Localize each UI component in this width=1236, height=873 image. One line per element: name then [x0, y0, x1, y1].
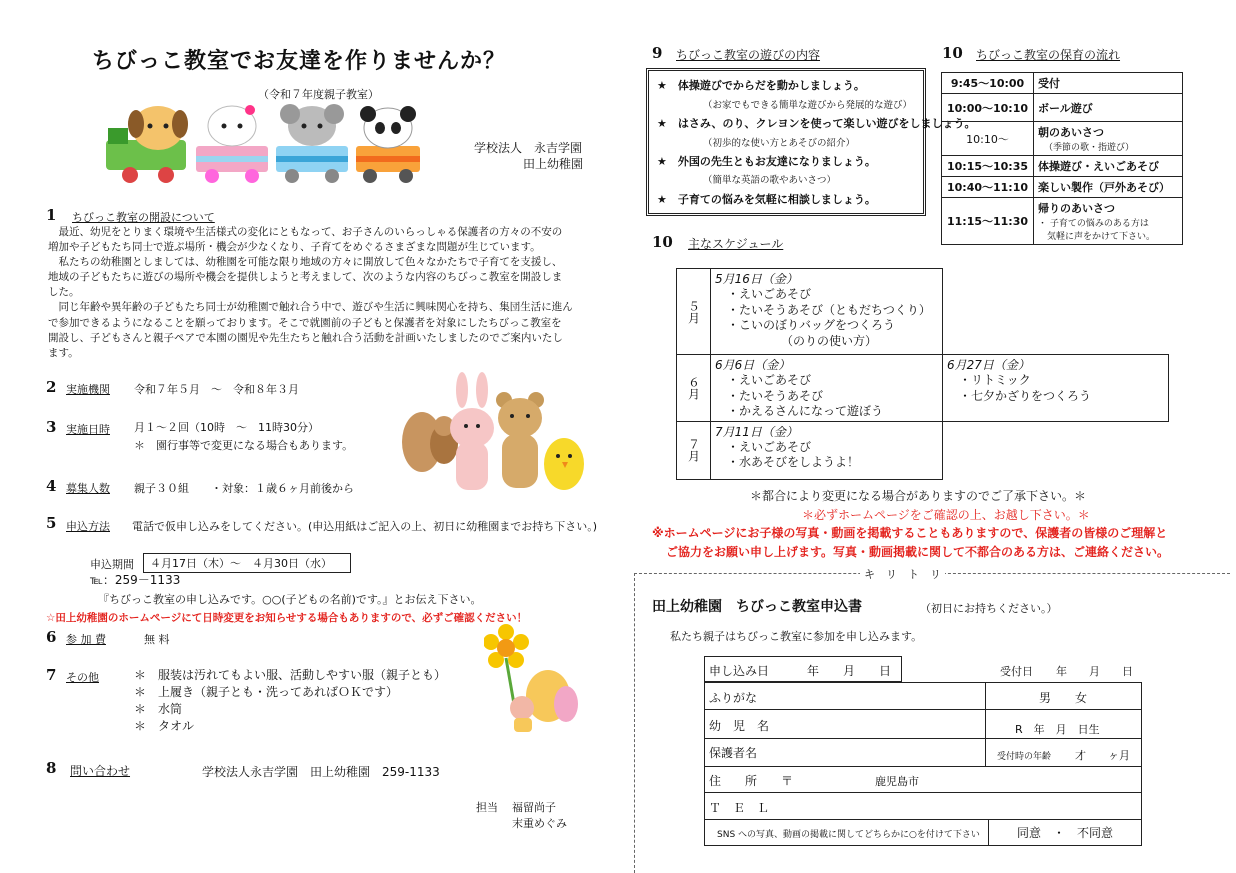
- homepage-notice: ☆田上幼稚園のホームページにて日時変更をお知らせする場合もありますので、必ずご確認ください！: [46, 612, 528, 624]
- schedule-date: 5月16日（金）: [715, 272, 798, 286]
- cut-line-vertical: [634, 573, 635, 873]
- schedule-item: （のりの使い方）: [727, 333, 878, 348]
- age-fields[interactable]: 才 ヶ月: [1075, 749, 1130, 762]
- activity-item: ★ 体操遊びでからだを動かしましょう。: [657, 79, 865, 92]
- flow-time: 9:45～10:00: [942, 73, 1034, 94]
- section-2-heading: 実施機関: [66, 383, 110, 396]
- table-row: [942, 156, 1183, 177]
- activities-box: [646, 68, 976, 216]
- table-row: [942, 94, 1183, 122]
- section-6-number: 6: [46, 628, 57, 646]
- schedule-item: ・えいごあそび: [727, 373, 812, 387]
- table-row: [942, 73, 1183, 94]
- schedule-number: 10: [652, 233, 673, 251]
- schedule-date: 7月11日（金）: [715, 424, 798, 439]
- section-8-heading: 問い合わせ: [70, 764, 131, 778]
- section-8-number: 8: [46, 759, 57, 777]
- city-name: 鹿児島市: [875, 775, 919, 788]
- table-row: [677, 421, 1169, 479]
- section-5-value: 電話で仮申し込みをしてください。(申込用紙はご記入の上、初日に幼稚園までお持ち下さい。): [132, 520, 598, 533]
- staff-name-1: 福留尚子: [512, 801, 556, 814]
- schedule-item: ・かえるさんになって遊ぼう: [727, 404, 884, 418]
- list-item: ＊ 上履き（親子とも・洗ってあればＯＫです）: [134, 685, 399, 699]
- flow-number: 10: [942, 44, 963, 62]
- section-5-number: 5: [46, 514, 57, 532]
- note-photo-1: ※ホームページにお子様の写真・動画を掲載することもありますので、保護者の皆様のご理解と: [652, 526, 1168, 540]
- period-label: 申込期間: [90, 558, 134, 571]
- schedule-date: 6月6日（金）: [715, 358, 791, 372]
- body-line: ます。: [48, 346, 79, 359]
- age-label: 受付時の年齢: [997, 752, 1052, 762]
- body-line: 開設し、子どもさんと親子ペアで本園の園児や先生たちと触れ合う活動を計画いたしましたのでご案内いたし: [48, 331, 563, 344]
- list-item: ＊ 服装は汚れてもよい服、活動しやすい服（親子とも）: [134, 668, 447, 682]
- school-corp: 学校法人 永吉学園: [474, 141, 583, 155]
- form-intro: 私たち親子はちびっこ教室に参加を申し込みます。: [670, 630, 923, 643]
- schedule-item: ・えいごあそび: [727, 287, 812, 301]
- body-line: した。: [48, 286, 80, 299]
- school-name: 田上幼稚園: [523, 157, 584, 171]
- flow-activity-note: （季節の歌・指遊び）: [1044, 143, 1135, 153]
- flow-time: 10:40～11:10: [942, 177, 1034, 198]
- section-3-number: 3: [46, 418, 57, 436]
- section-6-value: 無 料: [144, 633, 170, 646]
- section-6-heading: 参 加 費: [66, 633, 106, 646]
- schedule-month: ５月: [677, 269, 711, 355]
- schedule-item: ・たいそうあそび: [727, 388, 824, 403]
- apply-date-label: 申し込み日: [709, 664, 770, 678]
- table-row: [677, 355, 1169, 422]
- section-3-heading: 実施日時: [66, 423, 110, 436]
- list-item: ＊ 水筒: [134, 702, 183, 716]
- body-line: 私たちの幼稚園としましては、幼稚園を可能な限り地域の方々に開放して色々なかたちで子育てを支援し、: [48, 256, 563, 269]
- section-2-number: 2: [46, 378, 57, 396]
- furigana-label: ふりがな: [709, 691, 758, 705]
- section-7-number: 7: [46, 666, 57, 684]
- flow-heading: ちびっこ教室の保育の流れ: [976, 48, 1121, 62]
- table-row: [677, 269, 1169, 355]
- section-8-value: 学校法人永吉学園 田上幼稚園 259-1133: [202, 765, 440, 779]
- schedule-item: ・たいそうあそび（ともだちつくり）: [727, 302, 931, 317]
- postal-mark: 〒: [781, 774, 794, 788]
- guardian-label: 保護者名: [709, 746, 758, 760]
- phone-script: 『ちびっこ教室の申し込みです。○○(子どもの名前)です。』とお伝え下さい。: [98, 593, 482, 606]
- section-4-number: 4: [46, 477, 57, 495]
- flow-activity: 体操遊び・えいごあそび: [1034, 156, 1183, 177]
- birth-date-field[interactable]: R 年 月 日生: [1015, 723, 1100, 736]
- body-line: 地域の子どもたちに遊びの場所や機会を提供しようと考えまして、次のような内容のちびっこ教室を開設しま: [48, 271, 563, 284]
- schedule-item: ・リトミック: [959, 373, 1031, 387]
- body-line: で参加できるようになることを願っております。そこで就園前の子どもと保護者を対象にしたちびっこ教室を: [48, 316, 562, 329]
- table-row: [942, 198, 1183, 245]
- apply-date-box: [704, 656, 902, 682]
- flow-time: 11:15～11:30: [942, 198, 1034, 245]
- schedule-item: ・水あそびをしようよ！: [727, 455, 860, 469]
- section-4-value: 親子３０組 ・対象：１歳６ヶ月前後から: [134, 482, 354, 495]
- form-title: 田上幼稚園 ちびっこ教室申込書: [652, 599, 862, 615]
- apply-date-fields[interactable]: 年 月 日: [807, 664, 892, 678]
- activity-sub: （簡単な英語の歌やあいさつ）: [703, 175, 837, 186]
- activity-sub: （初歩的な使い方とあそびの紹介）: [703, 138, 856, 149]
- staff-name-2: 末重めぐみ: [512, 817, 567, 830]
- section-1-body: [48, 225, 598, 361]
- page-subtitle: （令和７年度親子教室）: [258, 88, 379, 101]
- address-label: 住 所: [709, 774, 758, 788]
- receipt-fields[interactable]: 年 月 日: [1056, 665, 1133, 678]
- sns-consent-options[interactable]: 同意 ・ 不同意: [1017, 826, 1114, 840]
- body-line: 同じ年齢や異年齢の子どもたち同士が幼稚園で触れ合う中で、遊びや生活に興味関心を持ち、集団生活に進ん: [48, 301, 573, 314]
- section-7-heading: その他: [66, 671, 99, 684]
- receipt-label: 受付日: [1000, 665, 1033, 678]
- staff-label: 担当: [476, 801, 498, 814]
- schedule-item: ・えいごあそび: [727, 439, 812, 454]
- section-3-value: 月１～２回（10時 ～ 11時30分）: [134, 421, 319, 434]
- activity-sub: （お家でもできる簡単な遊びから発展的な遊び）: [703, 100, 913, 111]
- flow-activity: ボール遊び: [1034, 94, 1183, 122]
- activity-item: ★ 子育ての悩みを気軽に相談しましょう。: [657, 193, 876, 206]
- section-9-heading: ちびっこ教室の遊びの内容: [676, 48, 821, 62]
- table-row: [942, 177, 1183, 198]
- schedule-month: ７月: [677, 421, 711, 479]
- schedule-date: 6月27日（金）: [947, 358, 1030, 372]
- schedule-month: ６月: [677, 355, 711, 422]
- note-change: ＊都合により変更になる場合がありますのでご了承下さい。＊: [750, 489, 1087, 503]
- body-line: 最近、幼児をとりまく環境や生活様式の変化にともなって、お子さんのいらっしゃる保護者の方々の不安の: [48, 226, 563, 238]
- form-title-note: （初日にお持ちください。）: [920, 602, 1058, 615]
- note-homepage: ＊必ずホームページをご確認の上、お越し下さい。＊: [802, 508, 1090, 522]
- section-1-number: 1: [46, 206, 57, 224]
- application-form-table: [704, 682, 1142, 846]
- tel-label: Ｔ Ｅ Ｌ: [709, 801, 770, 815]
- flow-activity-note: ・ 子育ての悩みのある方は 気軽に声をかけて下さい。: [1038, 219, 1156, 242]
- animal-train-illustration: [100, 100, 420, 190]
- body-line: 増加や子どもたち同士で遊ぶ場所・機会が少なくなり、子育てをめぐるさまざまな問題が生じています。: [48, 241, 541, 254]
- cut-label: キ リ ト リ: [860, 566, 945, 582]
- list-item: ＊ タオル: [134, 719, 195, 733]
- schedule-item: ・こいのぼりバッグをつくろう: [727, 318, 896, 332]
- flow-time: 10:00～10:10: [942, 94, 1034, 122]
- section-2-value: 令和７年５月 ～ 令和８年３月: [134, 383, 299, 396]
- child-name-label: 幼 児 名: [709, 719, 770, 733]
- section-3-note: ＊ 園行事等で変更になる場合もあります。: [134, 439, 354, 452]
- schedule-item: ・七夕かざりをつくろう: [959, 388, 1092, 403]
- flow-time: 10:10～: [942, 122, 1034, 156]
- schedule-table: [676, 268, 1169, 480]
- flow-activity: 帰りのあいさつ: [1038, 202, 1115, 215]
- flow-activity: 楽しい製作（戸外あそび）: [1034, 177, 1183, 198]
- section-7-list: [134, 667, 446, 735]
- sns-consent-label: SNS への写真、動画の掲載に関してどちらかに○を付けて下さい: [717, 830, 980, 840]
- flow-time: 10:15～10:35: [942, 156, 1034, 177]
- flower-illustration: [484, 624, 580, 736]
- activity-item: ★ 外国の先生ともお友達になりましょう。: [657, 155, 876, 168]
- animal-friends-illustration: [396, 372, 586, 502]
- section-9-number: 9: [652, 44, 663, 62]
- tel-number: ℡：259－1133: [90, 573, 181, 587]
- flow-activity: 受付: [1034, 73, 1183, 94]
- section-5-heading: 申込方法: [66, 520, 110, 533]
- daily-flow-table: [941, 72, 1183, 245]
- table-row: [942, 122, 1183, 156]
- page-title: ちびっこ教室でお友達を作りませんか？: [92, 49, 507, 74]
- period-value: ４月17日（木）～ ４月30日（水）: [143, 553, 351, 573]
- note-photo-2: ご協力をお願い申し上げます。写真・動画掲載に関して不都合のある方は、ご連絡ください。: [666, 545, 1170, 559]
- schedule-heading: 主なスケジュール: [688, 237, 784, 251]
- section-1-heading: ちびっこ教室の開設について: [72, 211, 215, 224]
- flow-activity: 朝のあいさつ: [1038, 126, 1104, 139]
- activity-item: ★ はさみ、のり、クレヨンを使って楽しい遊びをしましょう。: [657, 117, 976, 130]
- section-4-heading: 募集人数: [66, 482, 110, 495]
- gender-options[interactable]: 男 女: [1039, 691, 1088, 705]
